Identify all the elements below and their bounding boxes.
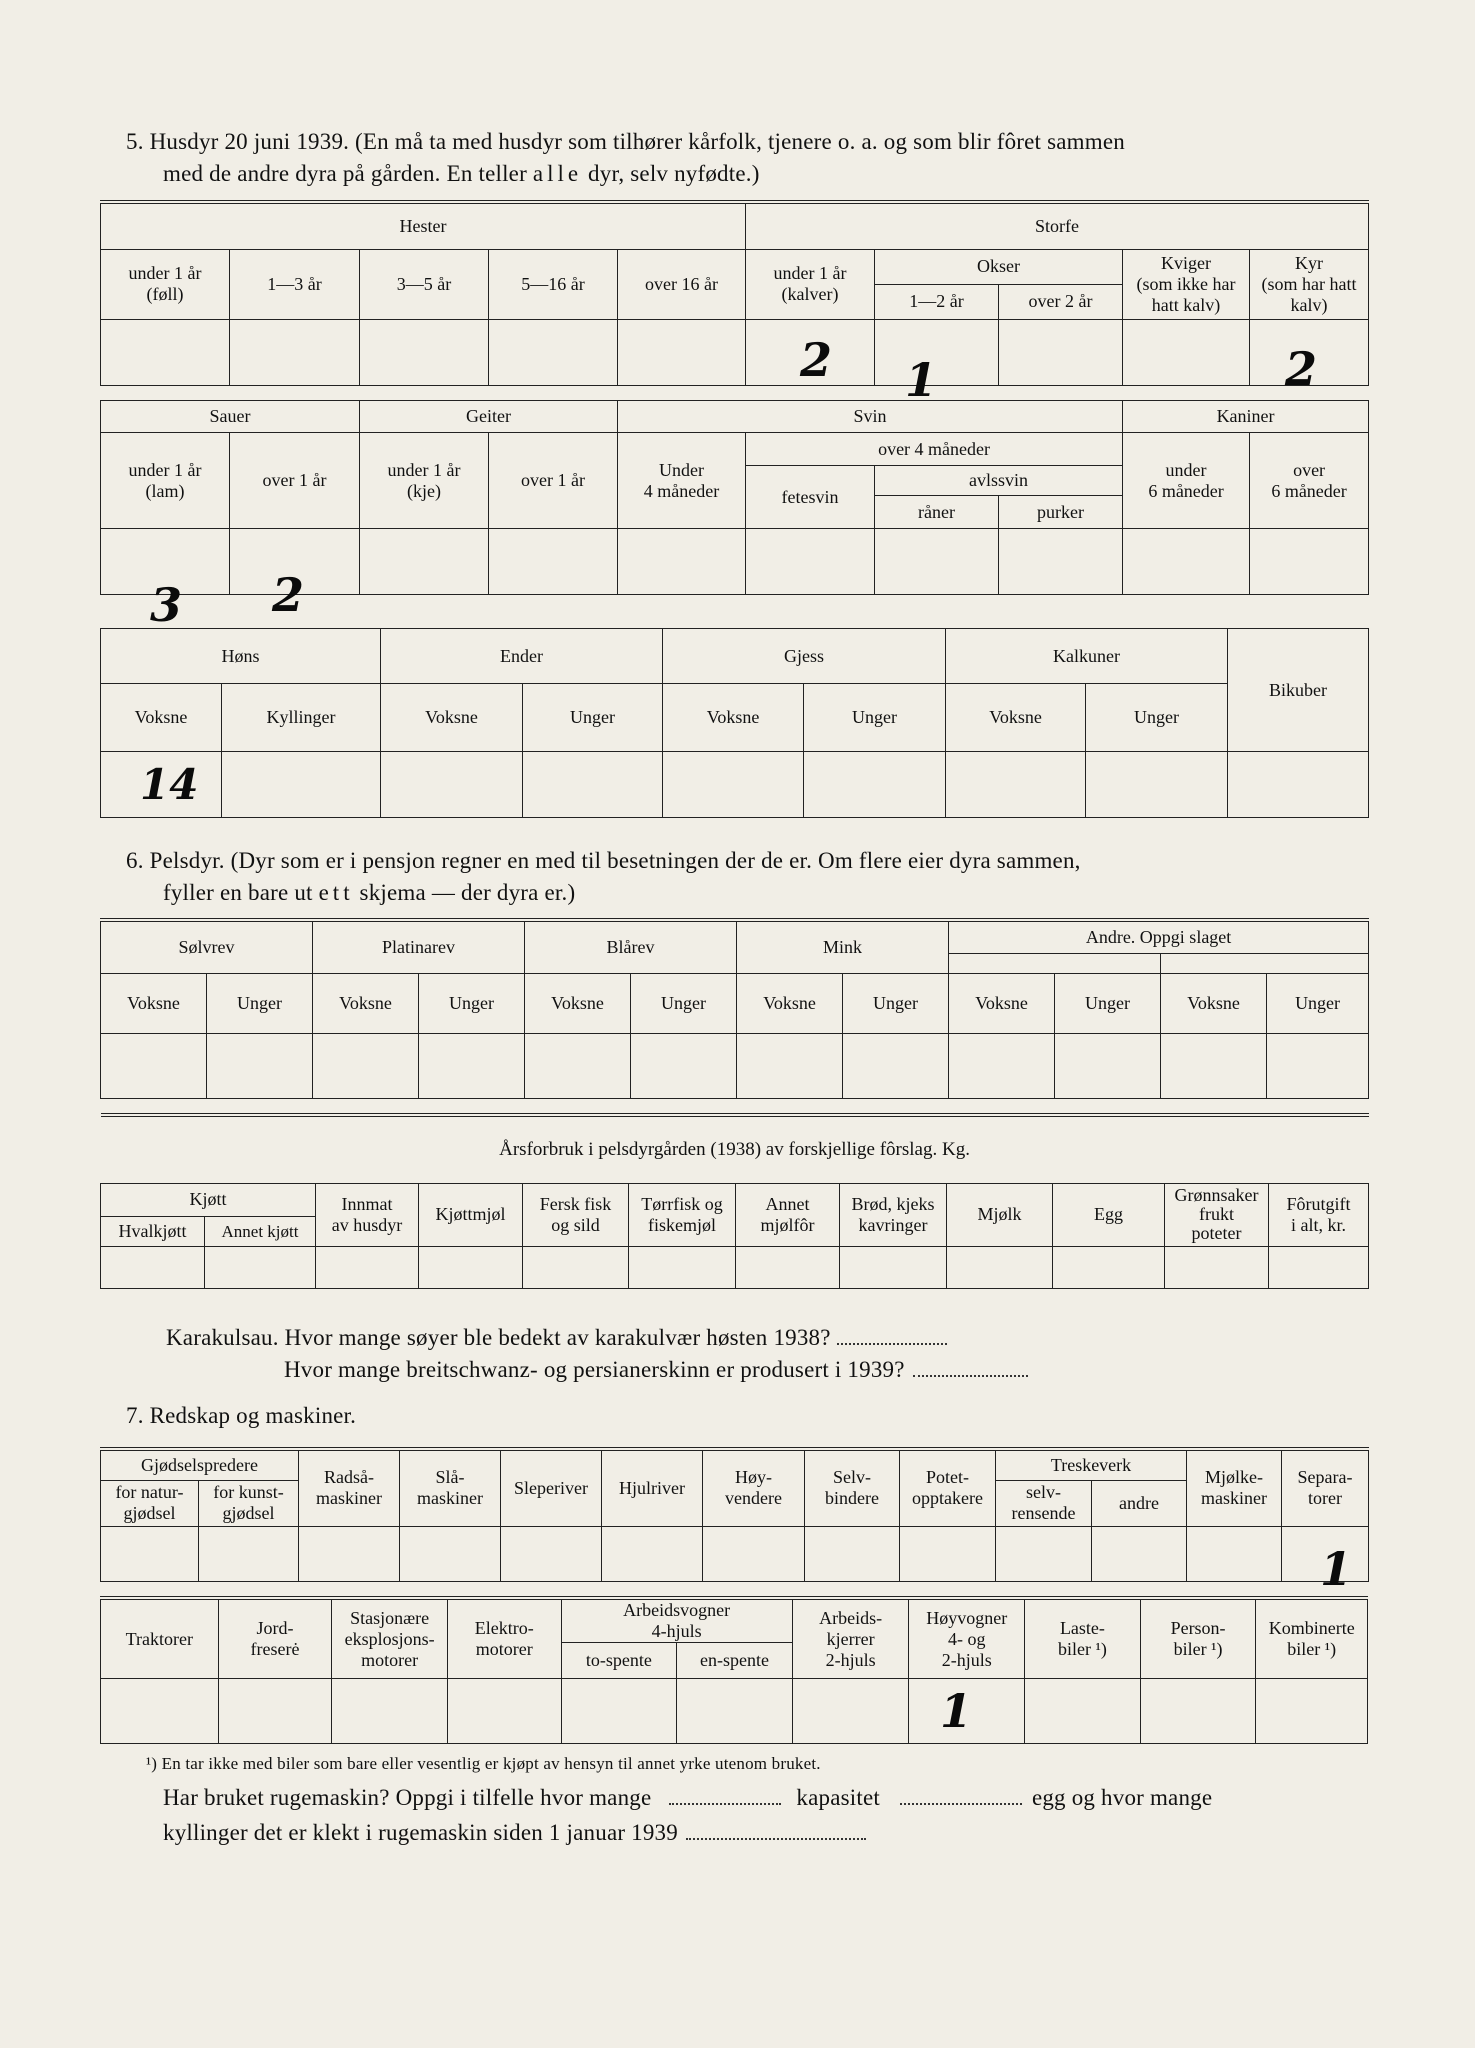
gjess-unger-header: Unger xyxy=(804,684,946,752)
geiter-under-1-ar-header: under 1 år (kje) xyxy=(360,433,489,529)
hester-under-1-ar-header: under 1 år (føll) xyxy=(101,249,230,319)
unger-header: Unger xyxy=(207,973,313,1033)
redskap-value-cell[interactable] xyxy=(400,1526,501,1581)
forutgift-header: Fôrutgift i alt, kr. xyxy=(1269,1183,1369,1246)
gronnsaker-header: Grønnsaker frukt poteter xyxy=(1165,1183,1269,1246)
karakul-answer-1[interactable] xyxy=(837,1343,947,1345)
svin-header: Svin xyxy=(618,401,1123,433)
mjolkemaskiner-header: Mjølke- maskiner xyxy=(1187,1449,1282,1526)
hjulriver-header: Hjulriver xyxy=(602,1449,703,1526)
forbruk-value-cell[interactable] xyxy=(419,1246,523,1288)
stasjonaere-motorer-header: Stasjonære eksplosjons- motorer xyxy=(332,1598,448,1679)
forbruk-value-cell[interactable] xyxy=(947,1246,1053,1288)
geiter-over-1-ar-header: over 1 år xyxy=(489,433,618,529)
potetopptakere-header: Potet- opptakere xyxy=(900,1449,996,1526)
rugemaskin-klekt-answer[interactable] xyxy=(686,1838,866,1840)
svin-value-cell[interactable] xyxy=(618,529,746,595)
redskap-table-2 xyxy=(100,1596,1368,1744)
hester-value-cell[interactable] xyxy=(230,319,360,385)
ender-header: Ender xyxy=(381,629,663,684)
hvalkjott-header: Hvalkjøtt xyxy=(101,1216,205,1246)
storfe-kalver-header: under 1 år (kalver) xyxy=(746,249,875,319)
hester-5-16-ar-header: 5—16 år xyxy=(489,249,618,319)
lastebiler-header: Laste- biler ¹) xyxy=(1025,1598,1141,1679)
hester-over-16-ar-header: over 16 år xyxy=(618,249,746,319)
sleperiver-header: Sleperiver xyxy=(501,1449,602,1526)
redskap-value-cell[interactable] xyxy=(501,1526,602,1581)
solvrev-header: Sølvrev xyxy=(101,920,313,973)
gjess-voksne-header: Voksne xyxy=(663,684,804,752)
maskiner-value-cell[interactable] xyxy=(218,1679,332,1744)
hester-value-cell[interactable] xyxy=(489,319,618,385)
voksne-header: Voksne xyxy=(949,973,1055,1033)
redskap-value-cell[interactable] xyxy=(299,1526,400,1581)
avlssvin-header: avlssvin xyxy=(875,466,1123,496)
gjodselspredere-header: Gjødselspredere xyxy=(101,1449,299,1480)
redskap-value-cell[interactable] xyxy=(1092,1526,1187,1581)
hester-value-cell[interactable] xyxy=(101,319,230,385)
redskap-value-cell[interactable] xyxy=(602,1526,703,1581)
hw-kalver-value: 2 xyxy=(800,333,833,387)
forbruk-value-cell[interactable] xyxy=(1269,1246,1369,1288)
redskap-value-cell[interactable] xyxy=(900,1526,996,1581)
hons-kyllinger-header: Kyllinger xyxy=(222,684,381,752)
fetesvin-header: fetesvin xyxy=(746,466,875,529)
platinarev-header: Platinarev xyxy=(313,920,525,973)
forbruk-value-cell[interactable] xyxy=(736,1246,840,1288)
pelsdyr-value-cell[interactable] xyxy=(101,1033,207,1098)
hoyvendere-header: Høy- vendere xyxy=(703,1449,805,1526)
maskiner-value-cell[interactable] xyxy=(1025,1679,1141,1744)
redskap-value-cell[interactable] xyxy=(996,1526,1092,1581)
kombinerte-biler-header: Kombinerte biler ¹) xyxy=(1256,1598,1368,1679)
arbeidskjerrer-header: Arbeids- kjerrer 2-hjuls xyxy=(792,1598,909,1679)
kalkuner-value-cell[interactable] xyxy=(1086,752,1228,818)
voksne-header: Voksne xyxy=(313,973,419,1033)
svin-value-cell[interactable] xyxy=(999,529,1123,595)
unger-header: Unger xyxy=(843,973,949,1033)
ender-value-cell[interactable] xyxy=(523,752,663,818)
traktorer-header: Traktorer xyxy=(101,1598,219,1679)
okser-over-2-value-cell[interactable] xyxy=(999,319,1123,385)
kaniner-header: Kaniner xyxy=(1123,401,1369,433)
kalkuner-unger-header: Unger xyxy=(1086,684,1228,752)
forbruk-value-cell[interactable] xyxy=(101,1246,205,1288)
bikuber-header: Bikuber xyxy=(1228,629,1369,752)
unger-header: Unger xyxy=(1267,973,1369,1033)
mjolk-header: Mjølk xyxy=(947,1183,1053,1246)
arbeidsvogner-header: Arbeidsvogner 4-hjuls xyxy=(561,1598,792,1643)
slamaskiner-header: Slå- maskiner xyxy=(400,1449,501,1526)
geiter-value-cell[interactable] xyxy=(489,529,618,595)
kaniner-under-6-header: under 6 måneder xyxy=(1123,433,1250,529)
gjess-header: Gjess xyxy=(663,629,946,684)
andre-header: Andre. Oppgi slaget xyxy=(949,920,1369,953)
brod-kjeks-header: Brød, kjeks kavringer xyxy=(840,1183,947,1246)
fersk-fisk-header: Fersk fisk og sild xyxy=(523,1183,629,1246)
elektromotorer-header: Elektro- motorer xyxy=(447,1598,561,1679)
personbiler-header: Person- biler ¹) xyxy=(1140,1598,1256,1679)
hw-sau-over-1-value: 2 xyxy=(272,568,305,622)
forbruk-table xyxy=(100,1113,1369,1289)
husdyr-table-hester-storfe xyxy=(100,200,1369,386)
hoyvogner-header: Høyvogner 4- og 2-hjuls xyxy=(909,1598,1025,1679)
kviger-value-cell[interactable] xyxy=(1123,319,1250,385)
maskiner-value-cell[interactable] xyxy=(561,1679,677,1744)
hester-value-cell[interactable] xyxy=(618,319,746,385)
gjess-value-cell[interactable] xyxy=(804,752,946,818)
maskiner-value-cell[interactable] xyxy=(447,1679,561,1744)
unger-header: Unger xyxy=(419,973,525,1033)
mink-header: Mink xyxy=(737,920,949,973)
voksne-header: Voksne xyxy=(1161,973,1267,1033)
ender-value-cell[interactable] xyxy=(381,752,523,818)
kjott-header: Kjøtt xyxy=(101,1183,316,1216)
purker-header: purker xyxy=(999,496,1123,529)
svin-over-4-header: over 4 måneder xyxy=(746,433,1123,466)
gjess-value-cell[interactable] xyxy=(663,752,804,818)
selvrensende-header: selv- rensende xyxy=(996,1480,1092,1526)
maskiner-value-cell[interactable] xyxy=(101,1679,219,1744)
pelsdyr-value-cell[interactable] xyxy=(631,1033,737,1098)
kaniner-value-cell[interactable] xyxy=(1123,529,1250,595)
pelsdyr-value-cell[interactable] xyxy=(843,1033,949,1098)
pelsdyr-value-cell[interactable] xyxy=(207,1033,313,1098)
hw-lam-value: 3 xyxy=(150,578,183,632)
husdyr-table-sau-geit-svin xyxy=(100,400,1369,595)
voksne-header: Voksne xyxy=(101,973,207,1033)
forbruk-title: Årsforbruk i pelsdyrgården (1938) av forskjellige fôrslag. Kg. xyxy=(101,1115,1369,1183)
husdyr-table-fjorfe xyxy=(100,628,1369,818)
redskap-value-cell[interactable] xyxy=(805,1526,900,1581)
geiter-header: Geiter xyxy=(360,401,618,433)
maskiner-value-cell[interactable] xyxy=(792,1679,909,1744)
svin-under-4-header: Under 4 måneder xyxy=(618,433,746,529)
forbruk-value-cell[interactable] xyxy=(1053,1246,1165,1288)
geiter-value-cell[interactable] xyxy=(360,529,489,595)
karakul-question-2: Hvor mange breitschwanz- og persianerskinn er produsert i 1939? xyxy=(284,1354,1028,1386)
rugemaskin-question-2: kyllinger det er klekt i rugemaskin siden 1 januar 1939 xyxy=(163,1817,866,1849)
pelsdyr-value-cell[interactable] xyxy=(1267,1033,1369,1098)
footnote: ¹) En tar ikke med biler som bare eller vesentlig er kjøpt av hensyn til annet yrke utenom bruket. xyxy=(146,1754,821,1773)
pelsdyr-table xyxy=(100,918,1369,1099)
okser-1-2-ar-header: 1—2 år xyxy=(875,284,999,319)
section-7-heading: 7. Redskap og maskiner. xyxy=(126,1403,357,1428)
maskiner-value-cell[interactable] xyxy=(1256,1679,1368,1744)
en-spente-header: en-spente xyxy=(677,1643,793,1679)
raner-header: råner xyxy=(875,496,999,529)
separatorer-header: Separa- torer xyxy=(1282,1449,1369,1526)
pelsdyr-value-cell[interactable] xyxy=(1055,1033,1161,1098)
hw-separatorer-value: 1 xyxy=(1320,1542,1353,1596)
bikuber-value-cell[interactable] xyxy=(1228,752,1369,818)
storfe-header: Storfe xyxy=(746,202,1369,249)
radsamaskiner-header: Radså- maskiner xyxy=(299,1449,400,1526)
section-5-heading-line-2: med de andre dyra på gården. En teller alle dyr, selv nyfødte.) xyxy=(163,161,760,186)
hw-okser-1-2-value: 1 xyxy=(905,353,938,407)
voksne-header: Voksne xyxy=(525,973,631,1033)
kyr-header: Kyr (som har hatt kalv) xyxy=(1250,249,1369,319)
unger-header: Unger xyxy=(1055,973,1161,1033)
sauer-over-1-ar-header: over 1 år xyxy=(230,433,360,529)
maskiner-value-cell[interactable] xyxy=(1140,1679,1256,1744)
kaniner-over-6-header: over 6 måneder xyxy=(1250,433,1369,529)
hester-3-5-ar-header: 3—5 år xyxy=(360,249,489,319)
hester-1-3-ar-header: 1—3 år xyxy=(230,249,360,319)
kunstgjodsel-header: for kunst- gjødsel xyxy=(199,1480,299,1526)
hw-hoyvogner-value: 1 xyxy=(940,1684,973,1738)
pelsdyr-value-cell[interactable] xyxy=(1161,1033,1267,1098)
blarev-header: Blårev xyxy=(525,920,737,973)
redskap-value-cell[interactable] xyxy=(703,1526,805,1581)
rugemaskin-kapasitet-answer[interactable] xyxy=(900,1803,1022,1805)
hester-header: Hester xyxy=(101,202,746,249)
annet-kjott-header: Annet kjøtt xyxy=(205,1216,316,1246)
ender-voksne-header: Voksne xyxy=(381,684,523,752)
torrfisk-header: Tørrfisk og fiskemjøl xyxy=(629,1183,736,1246)
pelsdyr-value-cell[interactable] xyxy=(313,1033,419,1098)
hw-hons-value: 14 xyxy=(140,760,199,809)
maskiner-value-cell[interactable] xyxy=(677,1679,793,1744)
okser-header: Okser xyxy=(875,249,1123,284)
kviger-header: Kviger (som ikke har hatt kalv) xyxy=(1123,249,1250,319)
sauer-under-1-ar-header: under 1 år (lam) xyxy=(101,433,230,529)
innmat-header: Innmat av husdyr xyxy=(316,1183,419,1246)
unger-header: Unger xyxy=(631,973,737,1033)
egg-header: Egg xyxy=(1053,1183,1165,1246)
svin-value-cell[interactable] xyxy=(746,529,875,595)
ender-unger-header: Unger xyxy=(523,684,663,752)
hw-kyr-value: 2 xyxy=(1285,342,1318,396)
okser-over-2-ar-header: over 2 år xyxy=(999,284,1123,319)
hons-header: Høns xyxy=(101,629,381,684)
hons-voksne-header: Voksne xyxy=(101,684,222,752)
pelsdyr-value-cell[interactable] xyxy=(525,1033,631,1098)
rugemaskin-antall-answer[interactable] xyxy=(669,1803,781,1805)
forbruk-value-cell[interactable] xyxy=(629,1246,736,1288)
forbruk-value-cell[interactable] xyxy=(316,1246,419,1288)
section-5-heading-line-1: 5. Husdyr 20 juni 1939. (En må ta med husdyr som tilhører kårfolk, tjenere o. a. og som blir fôret sammen xyxy=(126,129,1125,154)
kalkuner-header: Kalkuner xyxy=(946,629,1228,684)
annet-mjolfor-header: Annet mjølfôr xyxy=(736,1183,840,1246)
redskap-value-cell[interactable] xyxy=(199,1526,299,1581)
section-6-heading-line-1: 6. Pelsdyr. (Dyr som er i pensjon regner en med til besetningen der de er. Om flere eier dyra sammen, xyxy=(126,848,1081,873)
karakul-question-1: Karakulsau. Hvor mange søyer ble bedekt av karakulvær høsten 1938? xyxy=(166,1322,947,1354)
hester-value-cell[interactable] xyxy=(360,319,489,385)
treskeverk-header: Treskeverk xyxy=(996,1449,1187,1480)
to-spente-header: to-spente xyxy=(561,1643,677,1679)
forbruk-value-cell[interactable] xyxy=(205,1246,316,1288)
tresk-andre-header: andre xyxy=(1092,1480,1187,1526)
forbruk-value-cell[interactable] xyxy=(523,1246,629,1288)
voksne-header: Voksne xyxy=(737,973,843,1033)
pelsdyr-value-cell[interactable] xyxy=(949,1033,1055,1098)
naturgjodsel-header: for natur- gjødsel xyxy=(101,1480,199,1526)
maskiner-value-cell[interactable] xyxy=(332,1679,448,1744)
pelsdyr-value-cell[interactable] xyxy=(737,1033,843,1098)
kalkuner-voksne-header: Voksne xyxy=(946,684,1086,752)
rugemaskin-question-1: Har bruket rugemaskin? Oppgi i tilfelle hvor mange kapasitet egg og hvor mange xyxy=(163,1785,1213,1810)
forbruk-value-cell[interactable] xyxy=(1165,1246,1269,1288)
selvbindere-header: Selv- bindere xyxy=(805,1449,900,1526)
karakul-answer-2[interactable] xyxy=(913,1375,1028,1377)
redskap-table-1 xyxy=(100,1447,1369,1582)
kyllinger-value-cell[interactable] xyxy=(222,752,381,818)
sauer-header: Sauer xyxy=(101,401,360,433)
section-6-heading-line-2: fyller en bare ut ett skjema — der dyra er.) xyxy=(163,880,576,905)
kaniner-value-cell[interactable] xyxy=(1250,529,1369,595)
kalkuner-value-cell[interactable] xyxy=(946,752,1086,818)
svin-value-cell[interactable] xyxy=(875,529,999,595)
kjottmjol-header: Kjøttmjøl xyxy=(419,1183,523,1246)
forbruk-value-cell[interactable] xyxy=(840,1246,947,1288)
pelsdyr-value-cell[interactable] xyxy=(419,1033,525,1098)
redskap-value-cell[interactable] xyxy=(101,1526,199,1581)
jordfresere-header: Jord- freserė xyxy=(218,1598,332,1679)
redskap-value-cell[interactable] xyxy=(1187,1526,1282,1581)
